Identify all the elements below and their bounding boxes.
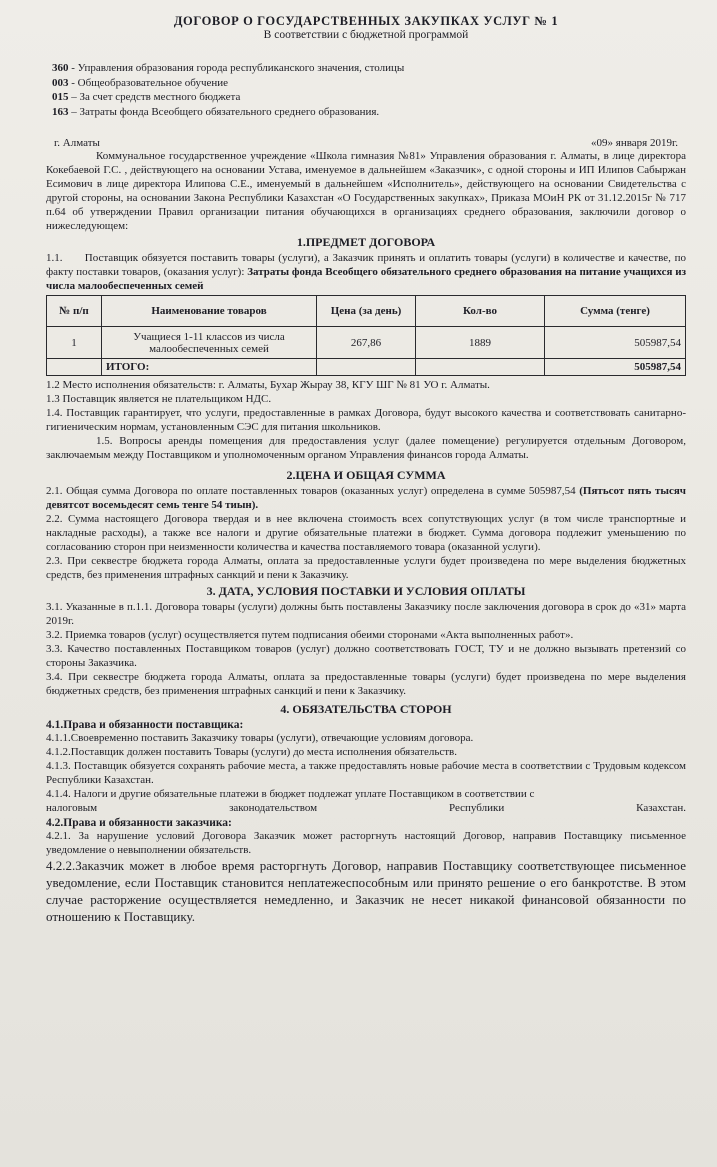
word: налоговым <box>46 802 98 814</box>
budget-code: 003 <box>52 76 69 89</box>
budget-code-text: - Общеобразовательное обучение <box>68 76 229 89</box>
clause-4-2-1: 4.2.1. За нарушение условий Договора Заказчик может расторгнуть настоящий Договор, направив Поставщику письменное уведомление о невыполнении обязательств. <box>46 830 686 856</box>
document-title: ДОГОВОР О ГОСУДАРСТВЕННЫХ ЗАКУПКАХ УСЛУГ № 1 <box>173 14 559 28</box>
cell-total-value: 505987,54 <box>545 359 686 376</box>
budget-code: 163 <box>52 105 69 118</box>
cell-qty: 1889 <box>416 327 545 359</box>
section-2-title: 2.ЦЕНА И ОБЩАЯ СУММА <box>286 468 446 482</box>
section-4-2-clauses <box>46 829 686 925</box>
section-4-title: 4. ОБЯЗАТЕЛЬСТВА СТОРОН <box>280 702 452 716</box>
budget-code: 015 <box>52 91 69 103</box>
section-2-clauses <box>46 484 686 582</box>
goods-table <box>46 295 686 376</box>
contract-date: «09» января 2019г. <box>591 137 678 149</box>
contract-place: г. Алматы <box>54 137 100 149</box>
col-name-header: Наименование товаров <box>102 296 317 327</box>
clause-text: 2.1. Общая сумма Договора по оплате поставленных товаров (оказанных услуг) определена в сумме 505987,54 <box>46 485 580 497</box>
clause-4-2-2: 4.2.2.Заказчик может в любое время расторгнуть Договор, направив Поставщику соответствующее письменное уведомление, если Поставщик становится неплатежеспособным или принято решение о его банкротстве. В этом случае расторжение осуществляется немедленно, и Заказчик не несет никакой финансовой обязанности по отношению к Поставщику. <box>46 858 686 924</box>
clause-number: 1.1. <box>46 252 63 264</box>
clause-4-1-2: 4.1.2.Поставщик должен поставить Товары (услуги) до места исполнения обязательств. <box>46 746 457 758</box>
clause-1-5: 1.5. Вопросы аренды помещения для предоставления услуг (далее помещение) регулируется отдельным Договором, заключаемым между Поставщиком и уполномоченным органом Управления финансов города Алматы. <box>46 435 686 461</box>
clause-2-1 <box>46 484 686 512</box>
cell-price: 267,86 <box>317 327 416 359</box>
clause-text: Поставщик обязуется поставить товары (услуги), а Заказчик принять и оплатить товары (услуги) в количестве и качестве, по факту поставки товаров, (оказания услуг): <box>46 252 687 278</box>
budget-code-text: – За счет средств местного бюджета <box>68 91 241 103</box>
cell-sum: 505987,54 <box>545 327 686 359</box>
col-qty-header: Кол-во <box>416 296 545 327</box>
cell-empty <box>416 359 545 376</box>
col-number-header: № п/п <box>47 296 102 327</box>
clause-bold-text: Затраты фонда Всеобщего обязательного среднего образования на питание учащихся из числа малообеспеченных семей <box>46 266 686 292</box>
table-row <box>47 327 686 359</box>
clause-2-2: 2.2. Сумма настоящего Договора твердая и в нее включена стоимость всех сопутствующих услуг (в том числе транспортные и накладные расходы), а также все налоги и другие обязательные платежи в бюджет. Сумма договора подлежит уменьшению по согласованию сторон при неизменности количества и качества поставляемого товара (оказанной услуги). <box>46 513 686 553</box>
budget-code-text: – Затраты фонда Всеобщего обязательного среднего образования. <box>68 105 380 118</box>
section-1-title: 1.ПРЕДМЕТ ДОГОВОРА <box>296 235 436 249</box>
subsection-4-2-title: 4.2.Права и обязанности заказчика: <box>46 817 232 829</box>
col-sum-header: Сумма (тенге) <box>545 296 686 327</box>
section-3-title: 3. ДАТА, УСЛОВИЯ ПОСТАВКИ И УСЛОВИЯ ОПЛАТЫ <box>206 584 526 598</box>
clause-2-3: 2.3. При секвестре бюджета города Алматы, оплата за предоставленные услуги будет произведена по мере выделения бюджетных средств, без применения штрафных санкций и пени к Заказчику. <box>46 555 686 581</box>
cell-name: Учащиеся 1-11 классов из числа малообеспеченных семей <box>102 327 317 359</box>
word: Республики <box>449 802 505 814</box>
budget-codes <box>52 61 686 119</box>
section-4-1-clauses <box>46 731 686 815</box>
amount-in-words: (Пятьсот пять тысяч девятсот восемьдесят семь тенге 54 тиын). <box>46 485 686 511</box>
clause-4-1-1: 4.1.1.Своевременно поставить Заказчику товары (услуги), отвечающие условиям договора. <box>46 732 474 744</box>
clause-3-4: 3.4. При секвестре бюджета города Алматы, оплата за предоставленные товары (услуги) будет произведена по мере выделения бюджетных средств, без применения штрафных санкций и пени к Заказчику. <box>46 671 686 697</box>
col-price-header: Цена (за день) <box>317 296 416 327</box>
clause-4-1-3: 4.1.3. Поставщик обязуется сохранять рабочие места, а также предоставлять новые рабочие места в соответствии с Трудовым кодексом Республики Казахстан. <box>46 760 686 786</box>
cell-total-label: ИТОГО: <box>102 359 317 376</box>
word: Казахстан. <box>636 802 686 814</box>
clause-1-1 <box>46 251 686 293</box>
budget-code: 360 <box>52 62 69 74</box>
budget-code-line <box>52 61 686 76</box>
budget-code-line <box>52 76 686 91</box>
table-total-row <box>47 359 686 376</box>
clause-3-3: 3.3. Качество поставленных Поставщиком товаров (услуг) должно соответствовать ГОСТ, ТУ и не должно вызывать претензий со стороны Заказчика. <box>46 643 686 669</box>
budget-code-line <box>52 90 686 105</box>
budget-code-text: - Управления образования города республиканского значения, столицы <box>68 62 405 74</box>
subsection-4-1-title: 4.1.Права и обязанности поставщика: <box>46 719 244 731</box>
clause-4-1-4-continuation <box>46 801 686 815</box>
clause-1-4: 1.4. Поставщик гарантирует, что услуги, предоставленные в рамках Договора, будут высокого качества и соответствовать санитарно-гигиеническим нормам, установленным СЭС для питания школьников. <box>46 407 686 433</box>
section-1-clauses <box>46 378 686 462</box>
cell-number: 1 <box>47 327 102 359</box>
section-3-clauses <box>46 600 686 698</box>
word: законодательством <box>229 802 318 814</box>
budget-code-line <box>52 105 686 120</box>
place-date-row <box>54 137 678 149</box>
clause-4-1-4: 4.1.4. Налоги и другие обязательные платежи в бюджет подлежат уплате Поставщиком в соответствии с <box>46 788 535 800</box>
cell-empty <box>317 359 416 376</box>
clause-3-1: 3.1. Указанные в п.1.1. Договора товары (услуги) должны быть поставлены Заказчику после заключения договора в срок до «31» марта 2019г. <box>46 601 686 627</box>
clause-1-2: 1.2 Место исполнения обязательств: г. Алматы, Бухар Жырау 38, КГУ ШГ № 81 УО г. Алматы. <box>46 379 490 391</box>
document-subtitle: В соответствии с бюджетной программой <box>263 29 469 41</box>
cell-empty <box>47 359 102 376</box>
table-header-row <box>47 296 686 327</box>
preamble: Коммунальное государственное учреждение «Школа гимназия №81» Управления образования г. Алматы, в лице директора Кокебаевой Г.С. , действующего на основании Устава, именуемое в дальнейшем «Заказчик», с одной стороны и ИП Илипов Сабыржан Есимович в лице директора Илипова С.Е., именуемый в дальнейшем «Исполнитель», действующего на основании Свидетельства с другой стороны, на основании Закона Республики Казахстан «О Государственных закупках», Приказа МОиН РК от 31.12.2015г № 717 п.64 об утверждении Правил организации питания обучающихся в организациях среднего образования, заключили договор о нижеследующем: <box>46 150 686 232</box>
clause-1-3: 1.3 Поставщик является не плательщиком НДС. <box>46 393 272 405</box>
document-body <box>46 14 686 925</box>
clause-3-2: 3.2. Приемка товаров (услуг) осуществляется путем подписания обеими сторонами «Акта выполненных работ». <box>46 629 574 641</box>
